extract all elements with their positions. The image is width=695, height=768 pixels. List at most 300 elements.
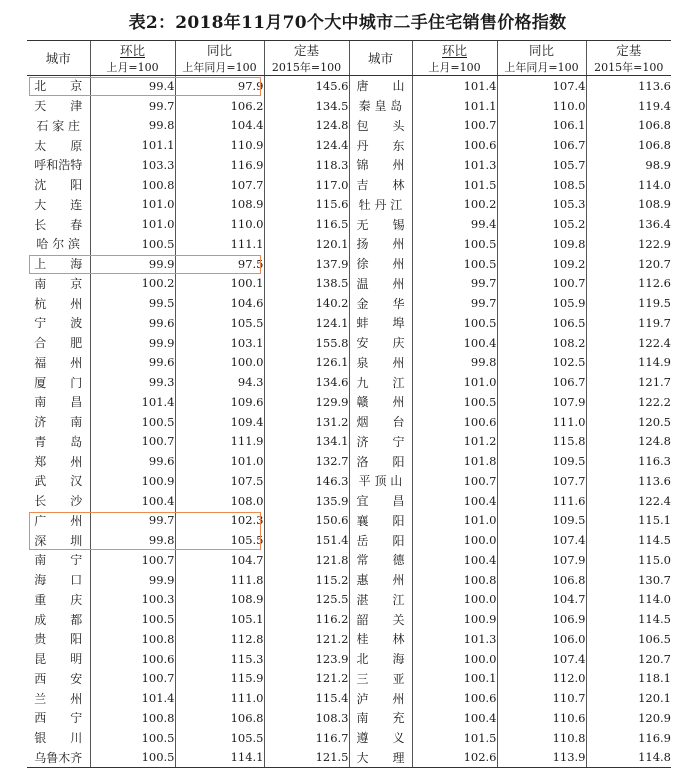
table-row [27, 748, 671, 768]
mom-value-right: 100.4 [412, 491, 497, 511]
base-value-right: 120.1 [586, 688, 671, 708]
yoy-value-right: 110.0 [497, 96, 586, 116]
price-index-table [27, 40, 671, 768]
base-value-right: 116.9 [586, 728, 671, 748]
mom-value-right: 100.5 [412, 234, 497, 254]
city-name-left: 西 宁 [34, 711, 83, 726]
base-value-right: 119.4 [586, 96, 671, 116]
table-row [27, 728, 671, 748]
table-row [27, 511, 671, 531]
base-value-right: 122.4 [586, 491, 671, 511]
yoy-value-left: 109.4 [175, 412, 264, 432]
base-value-right: 130.7 [586, 570, 671, 590]
yoy-value-left: 108.9 [175, 590, 264, 610]
mom-value-right: 100.4 [412, 708, 497, 728]
city-name-right: 九 江 [349, 372, 412, 392]
base-subheader-right: 2015年=100 [586, 59, 671, 76]
yoy-value-left: 111.9 [175, 432, 264, 452]
city-name-left: 广 州 [34, 513, 83, 528]
city-name-left: 太 原 [34, 138, 83, 153]
base-value-left: 116.2 [264, 609, 349, 629]
city-name-right: 北 海 [349, 649, 412, 669]
city-name-right: 桂 林 [349, 629, 412, 649]
base-value-left: 132.7 [264, 451, 349, 471]
table-row [27, 214, 671, 234]
city-name-left: 北 京 [34, 79, 83, 94]
yoy-subheader-right: 上年同月=100 [497, 59, 586, 76]
city-name-right: 温 州 [349, 274, 412, 294]
base-value-left: 151.4 [264, 530, 349, 550]
mom-value-left: 101.0 [90, 195, 175, 215]
base-value-right: 114.5 [586, 609, 671, 629]
yoy-value-left: 110.0 [175, 214, 264, 234]
base-value-right: 106.8 [586, 135, 671, 155]
mom-subheader-left: 上月=100 [90, 59, 175, 76]
yoy-value-right: 108.2 [497, 333, 586, 353]
base-value-left: 121.2 [264, 669, 349, 689]
mom-value-right: 101.4 [412, 76, 497, 96]
base-value-right: 120.9 [586, 708, 671, 728]
yoy-value-left: 110.9 [175, 135, 264, 155]
city-name-right: 扬 州 [349, 234, 412, 254]
yoy-value-left: 111.8 [175, 570, 264, 590]
base-value-left: 155.8 [264, 333, 349, 353]
city-name-right: 泉 州 [349, 353, 412, 373]
mom-value-right: 101.0 [412, 372, 497, 392]
base-header-right: 定基 [586, 41, 671, 60]
yoy-value-right: 110.7 [497, 688, 586, 708]
table-row [27, 353, 671, 373]
city-name-left: 深 圳 [34, 533, 83, 548]
table-row [27, 590, 671, 610]
yoy-value-right: 109.5 [497, 511, 586, 531]
mom-value-right: 100.0 [412, 649, 497, 669]
mom-value-left: 101.4 [90, 688, 175, 708]
city-name-right: 平 顶 山 [349, 471, 412, 491]
city-name-left: 上 海 [34, 257, 83, 272]
base-subheader-left: 2015年=100 [264, 59, 349, 76]
yoy-value-right: 113.9 [497, 748, 586, 768]
mom-value-left: 99.9 [90, 254, 175, 274]
yoy-value-right: 110.6 [497, 708, 586, 728]
city-name-left: 长 春 [34, 217, 83, 232]
yoy-value-right: 106.7 [497, 135, 586, 155]
table-row [27, 116, 671, 136]
table-row [27, 629, 671, 649]
yoy-value-right: 107.7 [497, 471, 586, 491]
city-name-right: 安 庆 [349, 333, 412, 353]
yoy-value-left: 114.1 [175, 748, 264, 768]
mom-value-left: 100.4 [90, 491, 175, 511]
city-name-left: 兰 州 [34, 691, 83, 706]
city-name-left: 大 连 [34, 197, 83, 212]
city-name-right: 湛 江 [349, 590, 412, 610]
mom-value-left: 100.5 [90, 412, 175, 432]
table-row [27, 254, 671, 274]
yoy-value-left: 106.2 [175, 96, 264, 116]
base-value-left: 124.1 [264, 313, 349, 333]
mom-value-left: 99.8 [90, 116, 175, 136]
city-name-right: 吉 林 [349, 175, 412, 195]
mom-value-right: 101.2 [412, 432, 497, 452]
mom-value-left: 100.7 [90, 669, 175, 689]
city-name-right: 襄 阳 [349, 511, 412, 531]
city-name-left: 贵 阳 [34, 632, 83, 647]
table-row [27, 451, 671, 471]
yoy-value-right: 107.9 [497, 550, 586, 570]
mom-value-left: 99.7 [90, 96, 175, 116]
city-name-right: 丹 东 [349, 135, 412, 155]
yoy-value-left: 106.8 [175, 708, 264, 728]
city-name-right: 烟 台 [349, 412, 412, 432]
table-row [27, 609, 671, 629]
yoy-value-right: 102.5 [497, 353, 586, 373]
mom-value-right: 100.6 [412, 135, 497, 155]
city-name-right: 韶 关 [349, 609, 412, 629]
base-value-left: 140.2 [264, 293, 349, 313]
yoy-value-right: 105.2 [497, 214, 586, 234]
base-value-right: 113.6 [586, 76, 671, 96]
yoy-value-left: 111.0 [175, 688, 264, 708]
base-value-left: 116.5 [264, 214, 349, 234]
table-row [27, 491, 671, 511]
yoy-value-left: 100.1 [175, 274, 264, 294]
mom-value-right: 100.9 [412, 609, 497, 629]
table-row [27, 412, 671, 432]
base-value-left: 108.3 [264, 708, 349, 728]
mom-header-right: 环比 [412, 41, 497, 60]
base-value-left: 138.5 [264, 274, 349, 294]
yoy-header-right: 同比 [497, 41, 586, 60]
yoy-value-right: 107.4 [497, 649, 586, 669]
base-value-left: 115.6 [264, 195, 349, 215]
mom-value-left: 99.9 [90, 333, 175, 353]
mom-value-right: 100.4 [412, 550, 497, 570]
yoy-value-left: 108.0 [175, 491, 264, 511]
yoy-value-left: 105.5 [175, 313, 264, 333]
mom-value-left: 100.9 [90, 471, 175, 491]
base-value-right: 106.5 [586, 629, 671, 649]
table-row [27, 708, 671, 728]
mom-value-left: 99.4 [90, 76, 175, 96]
city-name-left: 呼和浩特 [34, 158, 83, 173]
yoy-value-left: 115.3 [175, 649, 264, 669]
yoy-value-right: 110.8 [497, 728, 586, 748]
base-value-left: 129.9 [264, 392, 349, 412]
yoy-value-left: 104.6 [175, 293, 264, 313]
mom-value-right: 101.3 [412, 155, 497, 175]
base-value-left: 145.6 [264, 76, 349, 96]
table-row [27, 234, 671, 254]
mom-value-right: 101.8 [412, 451, 497, 471]
city-name-left: 宁 波 [34, 316, 83, 331]
table-row [27, 530, 671, 550]
mom-value-right: 100.6 [412, 688, 497, 708]
base-value-left: 124.8 [264, 116, 349, 136]
mom-value-left: 100.7 [90, 550, 175, 570]
base-value-right: 122.2 [586, 392, 671, 412]
base-value-left: 134.1 [264, 432, 349, 452]
table-row [27, 550, 671, 570]
base-value-right: 112.6 [586, 274, 671, 294]
city-name-left: 南 京 [34, 276, 83, 291]
table-row [27, 96, 671, 116]
yoy-value-left: 101.0 [175, 451, 264, 471]
city-name-right: 洛 阳 [349, 451, 412, 471]
base-value-left: 135.9 [264, 491, 349, 511]
base-value-right: 119.7 [586, 313, 671, 333]
city-name-left: 成 都 [34, 612, 83, 627]
yoy-value-left: 94.3 [175, 372, 264, 392]
yoy-value-right: 108.5 [497, 175, 586, 195]
base-value-right: 108.9 [586, 195, 671, 215]
mom-value-right: 99.7 [412, 293, 497, 313]
city-name-left: 南 昌 [34, 395, 83, 410]
mom-value-right: 102.6 [412, 748, 497, 768]
yoy-value-left: 103.1 [175, 333, 264, 353]
yoy-value-right: 106.8 [497, 570, 586, 590]
city-name-left: 杭 州 [34, 296, 83, 311]
base-value-left: 115.2 [264, 570, 349, 590]
city-name-right: 锦 州 [349, 155, 412, 175]
yoy-value-right: 109.2 [497, 254, 586, 274]
table-row [27, 372, 671, 392]
yoy-value-left: 105.5 [175, 530, 264, 550]
city-name-left: 长 沙 [34, 494, 83, 509]
base-value-left: 121.8 [264, 550, 349, 570]
mom-value-right: 100.5 [412, 254, 497, 274]
base-value-left: 134.5 [264, 96, 349, 116]
yoy-value-right: 106.5 [497, 313, 586, 333]
mom-value-left: 99.7 [90, 511, 175, 531]
city-name-right: 遵 义 [349, 728, 412, 748]
city-name-left: 天 津 [34, 99, 83, 114]
yoy-value-right: 104.7 [497, 590, 586, 610]
base-value-left: 115.4 [264, 688, 349, 708]
mom-value-left: 101.0 [90, 214, 175, 234]
mom-value-left: 100.5 [90, 748, 175, 768]
yoy-value-left: 108.9 [175, 195, 264, 215]
table-body [27, 76, 671, 768]
base-value-left: 124.4 [264, 135, 349, 155]
city-name-right: 赣 州 [349, 392, 412, 412]
yoy-value-left: 104.7 [175, 550, 264, 570]
yoy-value-right: 112.0 [497, 669, 586, 689]
base-value-right: 114.0 [586, 175, 671, 195]
city-name-right: 惠 州 [349, 570, 412, 590]
mom-subheader-right: 上月=100 [412, 59, 497, 76]
city-name-left: 济 南 [34, 415, 83, 430]
mom-value-left: 99.8 [90, 530, 175, 550]
base-value-left: 123.9 [264, 649, 349, 669]
yoy-value-left: 107.7 [175, 175, 264, 195]
city-name-left: 西 安 [34, 671, 83, 686]
base-value-right: 120.5 [586, 412, 671, 432]
table-row [27, 135, 671, 155]
yoy-value-left: 102.3 [175, 511, 264, 531]
base-value-right: 116.3 [586, 451, 671, 471]
city-name-right: 南 充 [349, 708, 412, 728]
mom-value-left: 100.3 [90, 590, 175, 610]
mom-value-right: 99.4 [412, 214, 497, 234]
city-name-left: 福 州 [34, 355, 83, 370]
mom-value-right: 100.8 [412, 570, 497, 590]
mom-value-left: 100.5 [90, 234, 175, 254]
base-value-left: 137.9 [264, 254, 349, 274]
header-row [27, 41, 671, 60]
base-value-left: 125.5 [264, 590, 349, 610]
table-row [27, 274, 671, 294]
table-row [27, 649, 671, 669]
city-name-left: 郑 州 [34, 454, 83, 469]
mom-value-left: 100.8 [90, 629, 175, 649]
mom-value-left: 100.6 [90, 649, 175, 669]
mom-value-left: 100.7 [90, 432, 175, 452]
yoy-value-right: 111.6 [497, 491, 586, 511]
city-name-right: 济 宁 [349, 432, 412, 452]
yoy-value-left: 104.4 [175, 116, 264, 136]
mom-value-left: 100.8 [90, 708, 175, 728]
city-name-left: 武 汉 [34, 474, 83, 489]
base-value-right: 120.7 [586, 649, 671, 669]
yoy-header-left: 同比 [175, 41, 264, 60]
base-value-right: 122.4 [586, 333, 671, 353]
mom-value-right: 100.6 [412, 412, 497, 432]
yoy-value-right: 109.8 [497, 234, 586, 254]
base-value-right: 98.9 [586, 155, 671, 175]
city-name-left: 银 川 [34, 731, 83, 746]
base-value-right: 114.0 [586, 590, 671, 610]
mom-value-right: 99.7 [412, 274, 497, 294]
mom-value-left: 100.8 [90, 175, 175, 195]
mom-value-left: 99.6 [90, 313, 175, 333]
table-row [27, 293, 671, 313]
city-name-left: 昆 明 [34, 652, 83, 667]
city-name-left: 海 口 [34, 573, 83, 588]
city-name-right: 宜 昌 [349, 491, 412, 511]
mom-value-right: 100.2 [412, 195, 497, 215]
city-name-left: 合 肥 [34, 336, 83, 351]
yoy-value-left: 105.1 [175, 609, 264, 629]
yoy-value-left: 107.5 [175, 471, 264, 491]
city-name-right: 常 德 [349, 550, 412, 570]
city-name-right: 秦 皇 岛 [349, 96, 412, 116]
base-value-right: 124.8 [586, 432, 671, 452]
city-name-right: 三 亚 [349, 669, 412, 689]
yoy-value-left: 97.5 [175, 254, 264, 274]
yoy-value-right: 105.9 [497, 293, 586, 313]
city-name-right: 蚌 埠 [349, 313, 412, 333]
mom-value-right: 101.3 [412, 629, 497, 649]
mom-header-left: 环比 [90, 41, 175, 60]
mom-value-right: 101.1 [412, 96, 497, 116]
base-value-right: 115.1 [586, 511, 671, 531]
table-row [27, 195, 671, 215]
yoy-value-right: 111.0 [497, 412, 586, 432]
base-value-left: 117.0 [264, 175, 349, 195]
mom-value-left: 99.3 [90, 372, 175, 392]
base-value-right: 122.9 [586, 234, 671, 254]
table-row [27, 669, 671, 689]
yoy-value-left: 100.0 [175, 353, 264, 373]
yoy-value-right: 105.3 [497, 195, 586, 215]
mom-value-right: 100.7 [412, 471, 497, 491]
city-header-left: 城市 [27, 41, 90, 76]
city-name-right: 唐 山 [349, 76, 412, 96]
city-name-left: 沈 阳 [34, 178, 83, 193]
table-row [27, 570, 671, 590]
base-value-left: 126.1 [264, 353, 349, 373]
mom-value-right: 100.4 [412, 333, 497, 353]
mom-value-right: 100.0 [412, 590, 497, 610]
mom-value-right: 101.5 [412, 175, 497, 195]
yoy-value-right: 107.4 [497, 76, 586, 96]
yoy-value-left: 116.9 [175, 155, 264, 175]
city-name-left: 哈 尔 滨 [36, 237, 81, 252]
city-name-left: 南 宁 [34, 553, 83, 568]
base-value-left: 150.6 [264, 511, 349, 531]
city-header-right: 城市 [349, 41, 412, 76]
base-value-right: 118.1 [586, 669, 671, 689]
yoy-value-right: 115.8 [497, 432, 586, 452]
base-value-right: 114.5 [586, 530, 671, 550]
base-value-right: 121.7 [586, 372, 671, 392]
base-value-left: 131.2 [264, 412, 349, 432]
yoy-value-right: 107.9 [497, 392, 586, 412]
yoy-value-right: 100.7 [497, 274, 586, 294]
base-value-left: 118.3 [264, 155, 349, 175]
yoy-value-left: 109.6 [175, 392, 264, 412]
city-name-right: 金 华 [349, 293, 412, 313]
mom-value-right: 100.5 [412, 313, 497, 333]
table-row [27, 175, 671, 195]
table-row [27, 432, 671, 452]
city-name-left: 石 家 庄 [36, 118, 81, 133]
mom-value-left: 101.1 [90, 135, 175, 155]
mom-value-left: 103.3 [90, 155, 175, 175]
mom-value-left: 99.6 [90, 451, 175, 471]
mom-value-left: 100.5 [90, 728, 175, 748]
city-name-right: 无 锡 [349, 214, 412, 234]
base-value-right: 115.0 [586, 550, 671, 570]
base-value-left: 121.5 [264, 748, 349, 768]
city-name-left: 厦 门 [34, 375, 83, 390]
mom-value-left: 101.4 [90, 392, 175, 412]
mom-value-right: 100.0 [412, 530, 497, 550]
city-name-right: 牡 丹 江 [349, 195, 412, 215]
table-title: 表2：2018年11月70个大中城市二手住宅销售价格指数 [128, 13, 567, 33]
base-value-left: 120.1 [264, 234, 349, 254]
yoy-value-right: 109.5 [497, 451, 586, 471]
base-value-right: 113.6 [586, 471, 671, 491]
yoy-value-right: 106.9 [497, 609, 586, 629]
city-name-right: 徐 州 [349, 254, 412, 274]
base-value-left: 121.2 [264, 629, 349, 649]
city-name-right: 包 头 [349, 116, 412, 136]
mom-value-left: 100.5 [90, 609, 175, 629]
yoy-value-right: 106.7 [497, 372, 586, 392]
table-row [27, 76, 671, 96]
base-value-right: 120.7 [586, 254, 671, 274]
yoy-value-right: 106.1 [497, 116, 586, 136]
table-row [27, 392, 671, 412]
mom-value-right: 100.1 [412, 669, 497, 689]
mom-value-left: 100.2 [90, 274, 175, 294]
yoy-value-left: 105.5 [175, 728, 264, 748]
city-name-right: 大 理 [349, 748, 412, 768]
mom-value-left: 99.6 [90, 353, 175, 373]
yoy-value-left: 111.1 [175, 234, 264, 254]
